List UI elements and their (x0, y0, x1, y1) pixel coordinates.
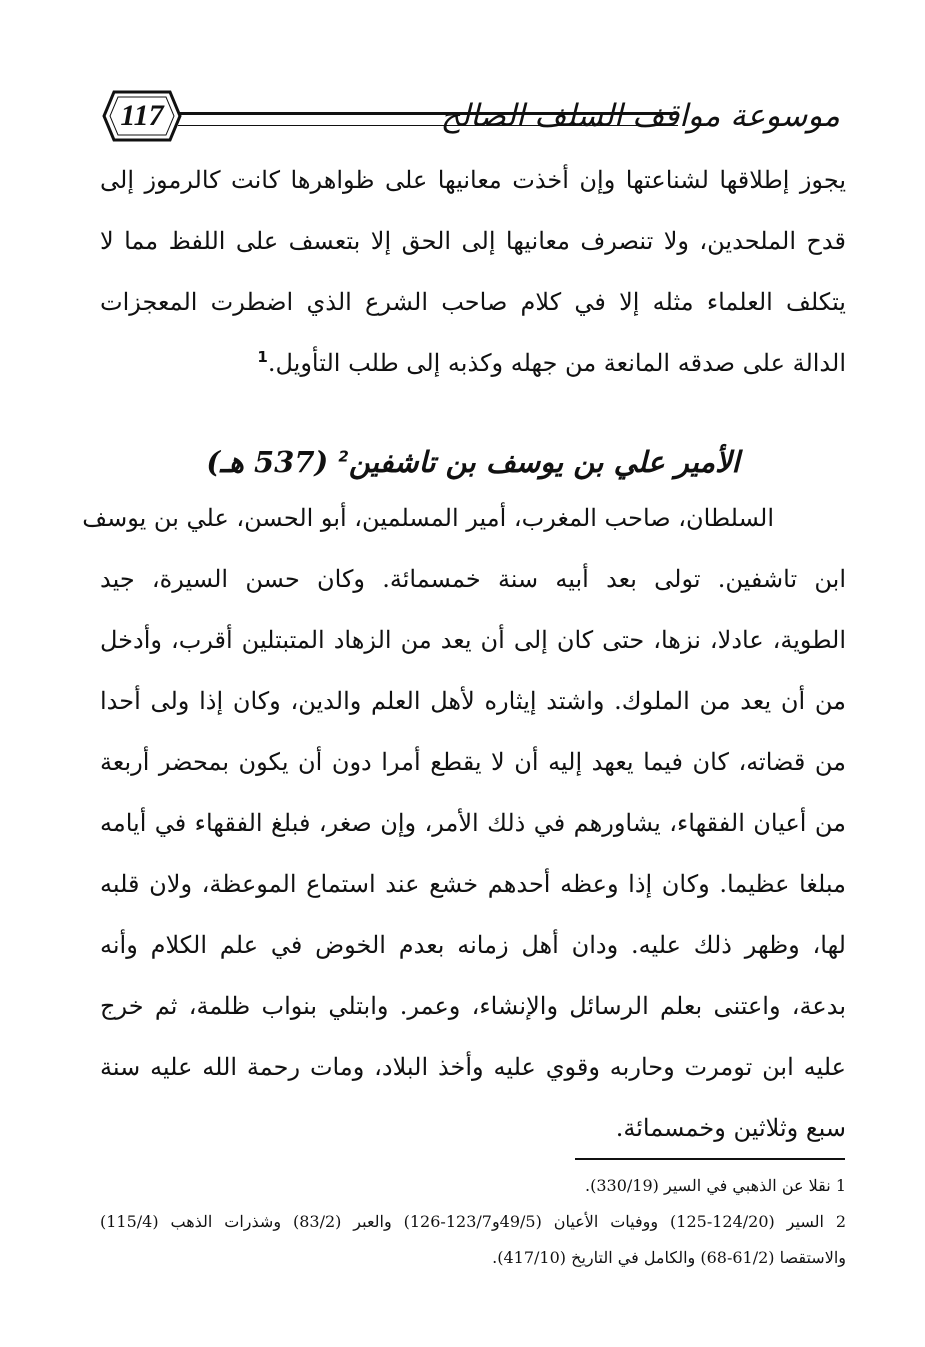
text-line: قدح الملحدين، ولا تنصرف معانيها إلى الحق إلا بتعسف على اللفظ مما لا (100, 227, 846, 255)
paragraph-continuation (100, 150, 846, 394)
text-line: من قضاته، كان فيما يعهد إليه أن لا يقطع أمرا دون أن يكون بمحضر أربعة (100, 748, 846, 776)
text-line: يجوز إطلاقها لشناعتها وإن أخذت معانيها على ظواهرها كانت كالرموز إلى (100, 166, 846, 194)
footnotes (100, 1168, 846, 1276)
biography-paragraph (82, 488, 847, 1159)
text-line: مبلغا عظيما. وكان إذا وعظه أحدهم خشع عند استماع الموعظة، ولان قلبه (100, 870, 846, 898)
heading-text: الأمير علي بن يوسف بن تاشفين (348, 445, 740, 479)
footnote: 2 السير (124/20-125) ووفيات الأعيان (49/5و123/7-126) والعبر (83/2) وشذرات الذهب (115/4) (100, 1212, 847, 1231)
text-line: لها، وظهر ذلك عليه. ودان أهل زمانه بعدم الخوض في علم الكلام وأنه (100, 931, 846, 959)
text-line: من أعيان الفقهاء، يشاورهم في ذلك الأمر، وإن صغر، فبلغ الفقهاء في أيامه (100, 809, 846, 837)
text-line: السلطان، صاحب المغرب، أمير المسلمين، أبو الحسن، علي بن يوسف (82, 504, 774, 532)
footnote-separator (575, 1158, 845, 1160)
text-line: الطوية، عادلا، نزها، حتى كان إلى أن يعد من الزهاد المتبتلين أقرب، وأدخل (100, 626, 846, 654)
text-line: يتكلف العلماء مثله إلا في كلام صاحب الشرع الذي اضطرت المعجزات (100, 288, 846, 316)
page-number-badge (100, 88, 184, 144)
footnote-ref: 2 (338, 447, 349, 466)
footnote: 1 نقلا عن الذهبي في السير (330/19). (585, 1176, 846, 1195)
section-heading (100, 432, 846, 492)
text-line: بدعة، واعتنى بعلم الرسائل والإنشاء، وعمر. وابتلي بنواب ظلمة، ثم خرج (100, 992, 846, 1020)
text-line: من أن يعد من الملوك. واشتد إيثاره لأهل العلم والدين، وكان إذا ولى أحدا (100, 687, 847, 715)
text-line: سبع وثلاثين وخمسمائة. (615, 1114, 846, 1142)
book-title: موسوعة مواقف السلف الصالح (440, 98, 840, 134)
text-line: الدالة على صدقه المانعة من جهله وكذبه إلى طلب التأويل.$^1$ (257, 348, 846, 377)
footnote-ref: 1 (257, 348, 268, 366)
text-line: ابن تاشفين. تولى بعد أبيه سنة خمسمائة. وكان حسن السيرة، جيد (100, 565, 846, 593)
page-header (100, 88, 840, 148)
footnote: والاستقصا (61/2-68) والكامل في التاريخ (417/10). (492, 1248, 846, 1267)
heading-date: (537 هـ) (206, 445, 329, 479)
page-number: 117 (120, 99, 164, 132)
text-line: عليه ابن تومرت وحاربه وقوي عليه وأخذ البلاد، ومات رحمة الله عليه سنة (100, 1053, 846, 1081)
